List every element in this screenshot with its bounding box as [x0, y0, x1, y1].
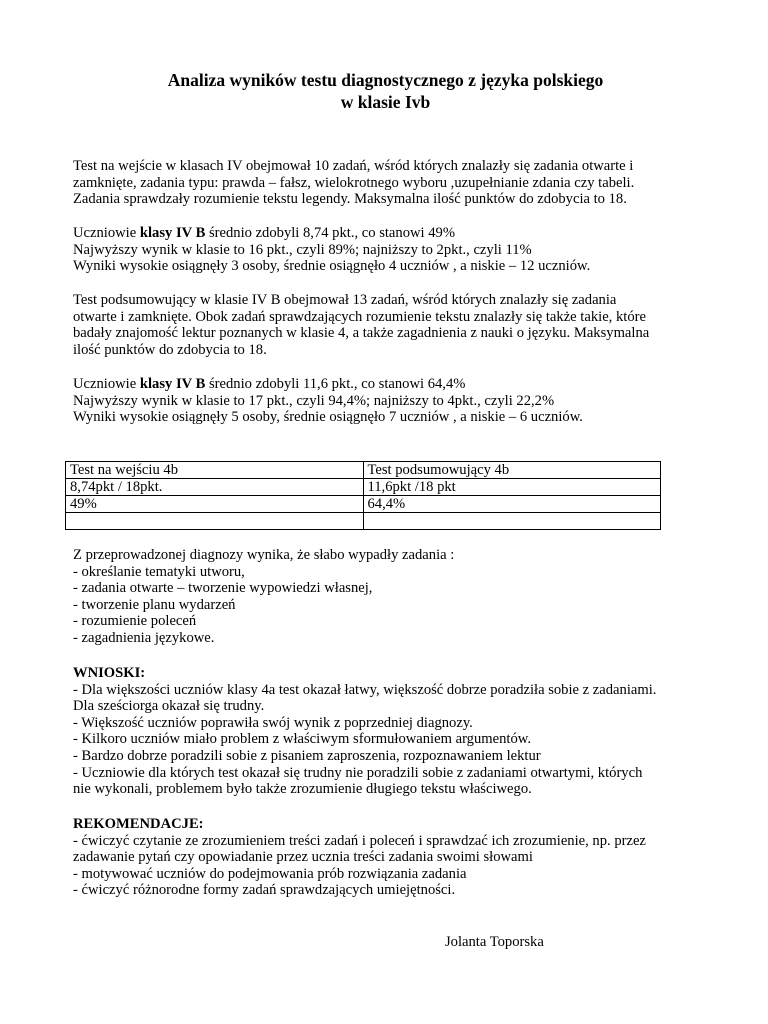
list-item: - rozumienie poleceń	[73, 613, 197, 630]
results-table	[65, 461, 661, 530]
summary-test-paragraph	[73, 292, 698, 358]
recommendations-section	[73, 816, 698, 899]
list-item: - ćwiczyć różnorodne formy zadań sprawdzających umiejętności.	[73, 882, 456, 899]
title-line-2: w klasie Ivb	[340, 92, 431, 112]
text-line	[73, 225, 698, 242]
title-line-1: Analiza wyników testu diagnostycznego z języka polskiego	[167, 70, 604, 90]
table-cell: Test na wejściu 4b	[66, 462, 364, 479]
table-cell	[66, 513, 364, 530]
text-line: zamknięte, zadania typu: prawda – fałsz, wielokrotnego wyboru ,uzupełnianie zdania czy tabeli.	[73, 174, 635, 191]
table-row	[66, 496, 661, 513]
class-name-bold: klasy IV B	[139, 376, 206, 392]
text-line: Wyniki wysokie osiągnęły 3 osoby, średnie osiągnęło 4 uczniów , a niskie – 12 uczniów.	[73, 258, 591, 275]
table-cell: 49%	[66, 496, 364, 513]
list-item: - określanie tematyki utworu,	[73, 563, 245, 580]
text-line: otwarte i zamknięte. Obok zadań sprawdzających rozumienie tekstu znalazły się także takie, które	[73, 308, 646, 325]
list-item: - Uczniowie dla których test okazał się trudny nie poradzili sobie z zadaniami otwartymi, których	[73, 764, 643, 781]
text-span: Uczniowie	[73, 225, 140, 241]
text-line	[73, 376, 698, 393]
text-line: Najwyższy wynik w klasie to 16 pkt., czyli 89%; najniższy to 2pkt., czyli 11%	[73, 241, 532, 258]
list-item: - zadania otwarte – tworzenie wypowiedzi własnej,	[73, 580, 373, 597]
list-item: nie wykonali, problemem było także zrozumienie długiego tekstu właściwego.	[73, 781, 532, 798]
list-item: zadawanie pytań czy opowiadanie przez ucznia treści zadania swoimi słowami	[73, 849, 533, 866]
conclusions-section	[73, 665, 698, 798]
recommendations-heading: REKOMENDACJE:	[73, 816, 204, 832]
list-item: - motywować uczniów do podejmowania prób rozwiązania zadania	[73, 865, 467, 882]
list-item: - Dla większości uczniów klasy 4a test okazał łatwy, większość dobrze poradziła sobie z zadaniami.	[73, 681, 657, 698]
table-cell: 64,4%	[363, 496, 661, 513]
author-signature: Jolanta Toporska	[445, 934, 544, 950]
list-item: Dla sześciorga okazał się trudny.	[73, 698, 265, 715]
table-cell	[363, 513, 661, 530]
text-line: Z przeprowadzonej diagnozy wynika, że słabo wypadły zadania :	[73, 547, 455, 563]
results-entry-test	[73, 225, 698, 275]
document-title	[73, 69, 698, 113]
class-name-bold: klasy IV B	[139, 225, 206, 241]
text-line: Test na wejście w klasach IV obejmował 10 zadań, wśród których znalazły się zadania otwarte i	[73, 158, 634, 174]
table-cell: 11,6pkt /18 pkt	[363, 479, 661, 496]
list-item: - zagadnienia językowe.	[73, 629, 215, 646]
text-line: ilość punktów do zdobycia to 18.	[73, 341, 267, 358]
table-row	[66, 462, 661, 479]
list-item: - Kilkoro uczniów miało problem z właściwym sformułowaniem argumentów.	[73, 731, 531, 748]
text-span: średnio zdobyli 11,6 pkt., co stanowi 64,4%	[205, 376, 466, 392]
list-item: - tworzenie planu wydarzeń	[73, 596, 236, 613]
list-item: - Większość uczniów poprawiła swój wynik z poprzedniej diagnozy.	[73, 714, 473, 731]
text-line: Zadania sprawdzały rozumienie tekstu legendy. Maksymalna ilość punktów do zdobycia to 18.	[73, 191, 627, 208]
table-cell: 8,74pkt / 18pkt.	[66, 479, 364, 496]
text-span: Uczniowie	[73, 376, 140, 392]
results-summary-test	[73, 376, 698, 426]
text-span: średnio zdobyli 8,74 pkt., co stanowi 49%	[205, 225, 455, 241]
text-line: Najwyższy wynik w klasie to 17 pkt., czyli 94,4%; najniższy to 4pkt., czyli 22,2%	[73, 392, 555, 409]
text-line: Wyniki wysokie osiągnęły 5 osoby, średnie osiągnęło 7 uczniów , a niskie – 6 uczniów.	[73, 409, 583, 426]
table-cell: Test podsumowujący 4b	[363, 462, 661, 479]
text-line: Test podsumowujący w klasie IV B obejmował 13 zadań, wśród których znalazły się zadania	[73, 292, 617, 308]
list-item: - Bardzo dobrze poradzili sobie z pisaniem zaproszenia, rozpoznawaniem lektur	[73, 747, 541, 764]
intro-paragraph	[73, 158, 698, 208]
table-row	[66, 479, 661, 496]
list-item: - ćwiczyć czytanie ze zrozumieniem treści zadań i poleceń i sprawdzać ich zrozumienie, np. przez	[73, 832, 646, 849]
weak-tasks-list	[73, 547, 698, 647]
conclusions-heading: WNIOSKI:	[73, 665, 146, 681]
text-line: badały znajomość lektur poznanych w klasie 4, a także zagadnienia z nauki o języku. Maksymalna	[73, 325, 650, 342]
table-row	[66, 513, 661, 530]
